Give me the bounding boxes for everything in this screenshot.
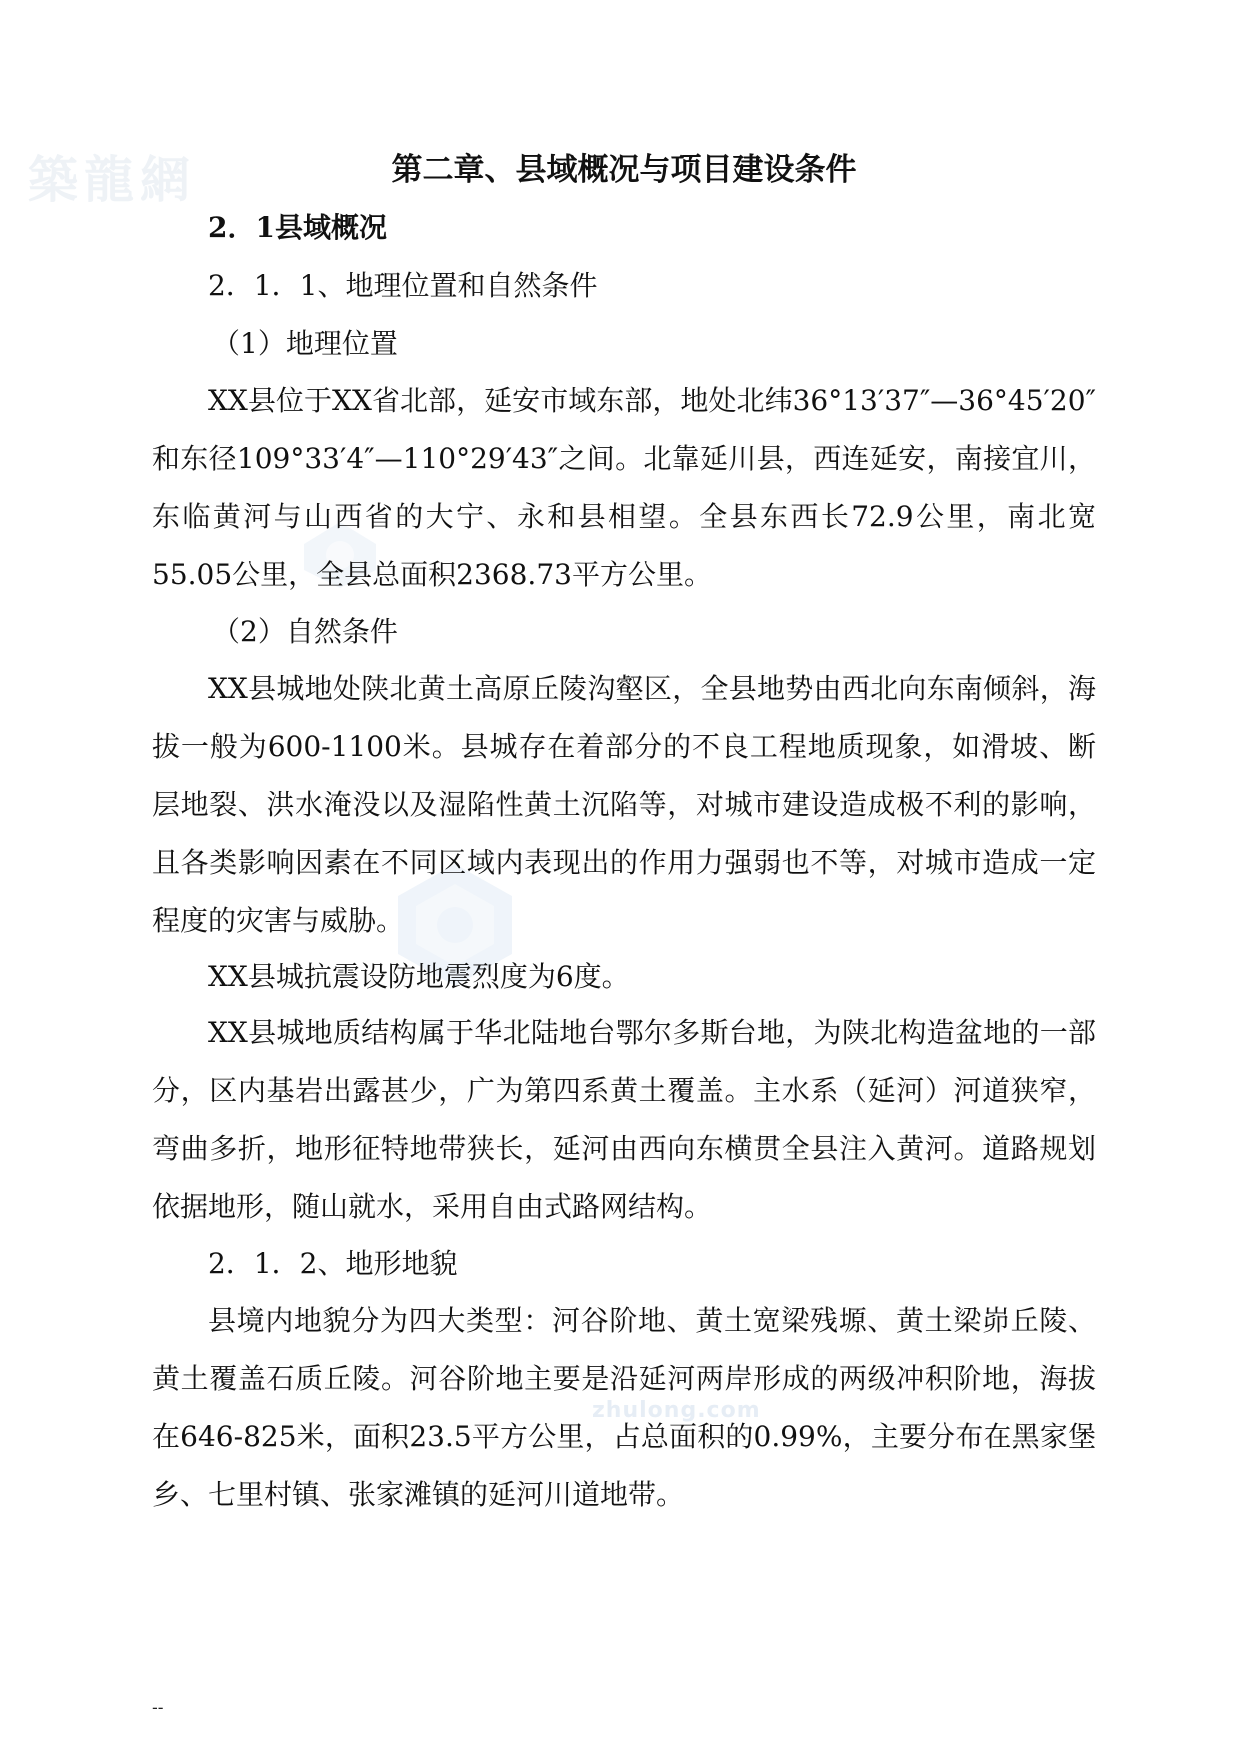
watermark-site-text: zhulong.com [592,1398,761,1423]
paragraph-terrain: 县境内地貌分为四大类型：河谷阶地、黄土宽梁残塬、黄土梁峁丘陵、黄土覆盖石质丘陵。河谷阶地主要是沿延河两岸形成的两级冲积阶地，海拔在646-825米，面积23.5平方公里，占总面积的0.99%，主要分布在黑家堡乡、七里村镇、张家滩镇的延河川道地带。 [152,1304,1096,1511]
section-heading-2-1-1: 2．1．1、地理位置和自然条件 [208,269,598,302]
paragraph-geology: XX县城地质结构属于华北陆地台鄂尔多斯台地，为陕北构造盆地的一部分，区内基岩出露甚少，广为第四系黄土覆盖。主水系（延河）河道狭窄，弯曲多折，地形征特地带狭长，延河由西向东横贯全县注入黄河。道路规划依据地形，随山就水，采用自由式路网结构。 [152,1016,1096,1223]
watermark-logo: 築龍網 [28,150,196,209]
paragraph-nature: XX县城地处陕北黄土高原丘陵沟壑区，全县地势由西北向东南倾斜，海拔一般为600-1100米。县城存在着部分的不良工程地质现象，如滑坡、断层地裂、洪水淹没以及湿陷性黄土沉陷等，对城市建设造成极不利的影响，且各类影响因素在不同区域内表现出的作用力强弱也不等，对城市造成一定程度的灾害与威胁。 [152,672,1096,937]
document-content [152,150,1096,1534]
subheading-nature: （2）自然条件 [212,615,398,648]
paragraph-seismic: XX县城抗震设防地震烈度为6度。 [208,960,630,993]
chapter-title: 第二章、县域概况与项目建设条件 [391,152,857,188]
subheading-location: （1）地理位置 [212,327,398,360]
paragraph-location: XX县位于XX省北部，延安市域东部，地处北纬36°13′37″—36°45′20″和东径109°33′4″—110°29′43″之间。北靠延川县，西连延安，南接宜川，东临黄河与山西省的大宁、永和县相望。全县东西长72.9公里，南北宽55.05公里，全县总面积2368.73平方公里。 [152,384,1096,591]
section-heading-2-1-2: 2．1．2、地形地貌 [208,1247,458,1280]
footer-mark: -- [152,1698,164,1717]
section-heading-2-1: 2．1县域概况 [208,211,387,244]
